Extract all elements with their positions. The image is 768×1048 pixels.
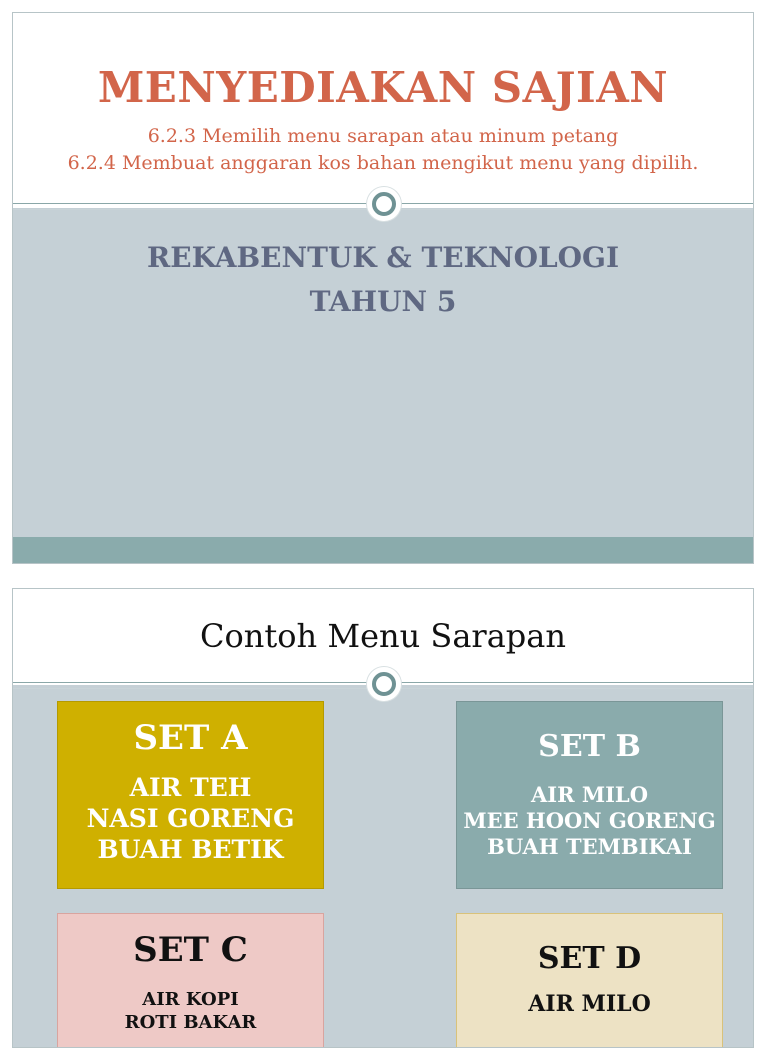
title-slide-header bbox=[13, 13, 753, 208]
subject-name: REKABENTUK & TEKNOLOGI bbox=[146, 241, 620, 274]
objective-line-2: 6.2.4 Membuat anggaran kos bahan mengikut menu yang dipilih. bbox=[67, 152, 699, 174]
menu-slide-title: Contoh Menu Sarapan bbox=[200, 617, 566, 655]
set-d-box bbox=[456, 913, 723, 1048]
set-a-box bbox=[57, 701, 324, 889]
ring-ornament-icon bbox=[367, 187, 401, 221]
set-c-title: SET C bbox=[133, 930, 248, 970]
grade-level: TAHUN 5 bbox=[309, 285, 457, 318]
footer-band bbox=[13, 537, 753, 564]
set-b-box bbox=[456, 701, 723, 889]
objective-line-1: 6.2.3 Memilih menu sarapan atau minum petang bbox=[147, 125, 619, 147]
slide-title: MENYEDIAKAN SAJIAN bbox=[97, 63, 669, 112]
set-a-item: BUAH BETIK bbox=[97, 835, 284, 864]
set-c-item: ROTI BAKAR bbox=[124, 1012, 257, 1033]
menu-slide bbox=[12, 588, 754, 1048]
set-b-item: BUAH TEMBIKAI bbox=[487, 834, 692, 859]
title-slide bbox=[12, 12, 754, 564]
set-a-item: NASI GORENG bbox=[86, 804, 295, 833]
set-c-box bbox=[57, 913, 324, 1048]
set-b-item: MEE HOON GORENG bbox=[463, 808, 716, 833]
set-d-title: SET D bbox=[537, 941, 642, 976]
set-a-item: AIR TEH bbox=[129, 773, 252, 802]
ring-ornament-icon bbox=[367, 667, 401, 701]
set-c-item: AIR KOPI bbox=[142, 989, 239, 1010]
set-a-title: SET A bbox=[133, 718, 248, 758]
set-d-item: AIR MILO bbox=[528, 991, 651, 1017]
set-b-title: SET B bbox=[538, 729, 641, 764]
set-b-item: AIR MILO bbox=[530, 782, 648, 807]
